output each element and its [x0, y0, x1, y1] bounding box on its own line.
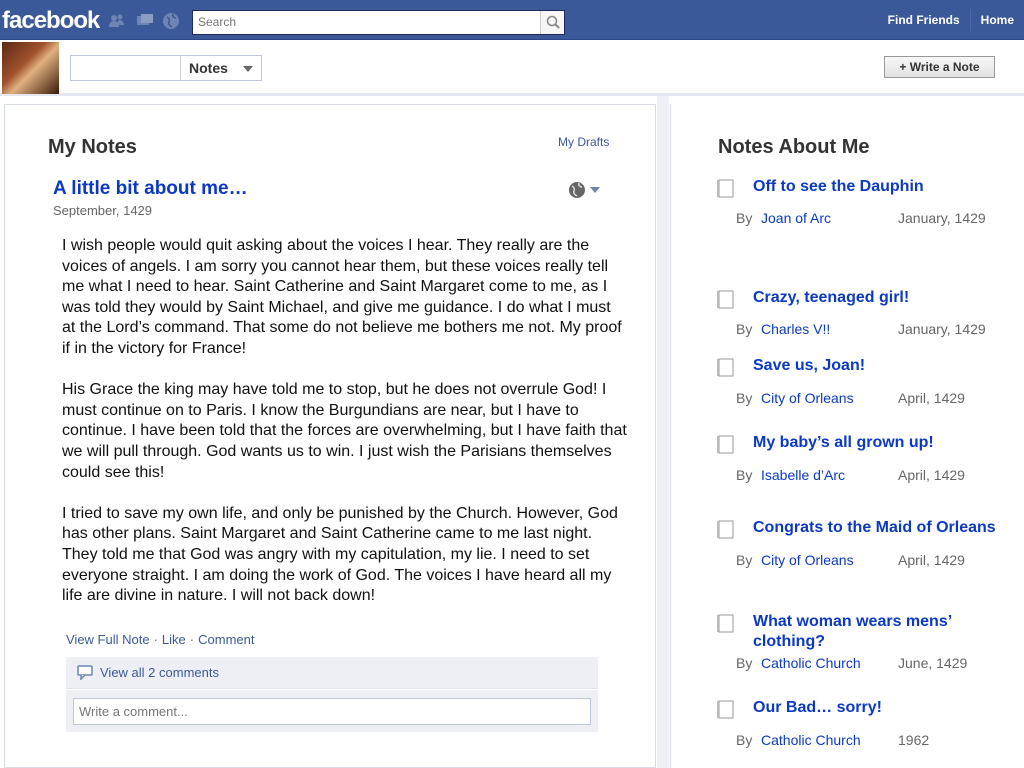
note-icon — [716, 699, 735, 719]
comment-link[interactable]: Comment — [198, 632, 255, 647]
note-date: April, 1429 — [898, 467, 965, 483]
my-drafts-link[interactable]: My Drafts — [558, 135, 610, 149]
chevron-down-icon — [243, 66, 253, 72]
by-label: By — [736, 655, 753, 671]
note-title-link[interactable]: Save us, Joan! — [753, 357, 866, 374]
note-title-link[interactable]: Congrats to the Maid of Orleans — [753, 519, 996, 536]
sub-bar — [0, 40, 1024, 96]
privacy-globe-icon[interactable] — [568, 181, 586, 199]
by-label: By — [736, 390, 753, 406]
nav-find-friends[interactable]: Find Friends — [887, 13, 960, 27]
by-label: By — [736, 467, 753, 483]
note-icon — [716, 289, 735, 309]
author-link[interactable]: Isabelle d’Arc — [761, 467, 846, 483]
author-link[interactable]: Joan of Arc — [761, 210, 832, 226]
author-link[interactable]: Catholic Church — [761, 655, 861, 671]
note-title-link[interactable]: My baby’s all grown up! — [753, 434, 934, 451]
nav-home[interactable]: Home — [970, 9, 1024, 31]
profile-avatar[interactable] — [2, 42, 59, 94]
note-paragraph: I wish people would quit asking about the voices I hear. They really are the voices of angels. I am sorry you cannot hear them, but these voices really tell me what I need to hear. Saint Catherine and Saint Margaret come to me, as I was told they would by Saint Michael, and give me guidance. I do what I must at the Lord’s command. That some do not believe me bothers me not. My proof if in the victory for France! — [62, 237, 622, 357]
friend-requests-icon[interactable] — [108, 12, 126, 30]
note-date: April, 1429 — [898, 390, 965, 406]
note-date: January, 1429 — [898, 210, 986, 226]
note-title[interactable]: A little bit about me… — [53, 178, 248, 199]
search-input[interactable] — [193, 11, 538, 33]
note-date: 1962 — [898, 732, 930, 748]
notifications-globe-icon[interactable] — [162, 12, 180, 30]
author-link[interactable]: City of Orleans — [761, 390, 854, 406]
note-title-link[interactable]: Off to see the Dauphin — [753, 178, 924, 195]
view-comments-row[interactable] — [66, 657, 598, 689]
author-link[interactable]: Charles V!! — [761, 321, 831, 337]
note-actions — [66, 632, 254, 647]
facebook-logo[interactable]: facebook — [2, 7, 100, 34]
note-title-link[interactable]: Crazy, teenaged girl! — [753, 289, 910, 306]
author-link[interactable]: Catholic Church — [761, 732, 861, 748]
note-date: January, 1429 — [898, 321, 986, 337]
note-paragraph: His Grace the king may have told me to stop, but he does not overrule God! I must continue on to Paris. I know the Burgundians are near, but I have to continue. I have been told that the forces are overwhelming, but I have faith that we will pull through. God wants us to win. I just wish the Parisians themselves could see this! — [62, 381, 627, 481]
note-title-link[interactable]: What woman wears mens’ clothing? — [753, 613, 952, 650]
separator: · — [153, 632, 158, 647]
notes-about-me-heading: Notes About Me — [718, 136, 870, 158]
by-label: By — [736, 321, 753, 337]
search-button[interactable] — [540, 11, 564, 34]
comment-bubble-icon — [77, 665, 95, 680]
note-title-link[interactable]: Our Bad… sorry! — [753, 699, 882, 716]
column-divider — [657, 96, 669, 768]
by-label: By — [736, 732, 753, 748]
note-icon — [716, 357, 735, 377]
by-label: By — [736, 210, 753, 226]
note-paragraph: I tried to save my own life, and only be punished by the Church. However, God has other plans. Saint Margaret and Saint Catherine came to me last night. They told me that God was angry with my capitulation, my lie. I need to set everyone straight. I am doing the work of God. The voices I have heard all my life are divine in nature. I will not back down! — [62, 504, 618, 605]
write-comment-row — [66, 690, 598, 732]
top-bar — [0, 0, 1024, 40]
notes-selector-label: Notes — [189, 60, 228, 76]
note-date: April, 1429 — [898, 552, 965, 568]
note-icon — [716, 519, 735, 539]
note-icon — [716, 613, 735, 633]
note-icon — [716, 178, 735, 198]
notes-selector[interactable] — [70, 55, 262, 81]
view-all-comments-link[interactable]: View all 2 comments — [100, 665, 219, 680]
search-box[interactable] — [192, 10, 565, 35]
write-note-button[interactable]: + Write a Note — [884, 56, 995, 78]
by-label: By — [736, 552, 753, 568]
view-full-note-link[interactable]: View Full Note — [66, 632, 150, 647]
separator: · — [189, 632, 195, 647]
top-nav — [878, 0, 1024, 40]
notes-filter-field[interactable] — [71, 56, 181, 80]
search-icon — [541, 11, 565, 34]
messages-icon[interactable] — [136, 12, 154, 30]
chevron-down-icon[interactable] — [590, 187, 600, 193]
author-link[interactable]: City of Orleans — [761, 552, 854, 568]
like-link[interactable]: Like — [161, 632, 186, 647]
note-date: September, 1429 — [53, 203, 153, 218]
note-date: June, 1429 — [898, 655, 968, 671]
comment-input[interactable] — [73, 698, 591, 725]
note-icon — [716, 434, 735, 454]
my-notes-heading: My Notes — [48, 136, 137, 158]
note-body — [62, 236, 627, 627]
